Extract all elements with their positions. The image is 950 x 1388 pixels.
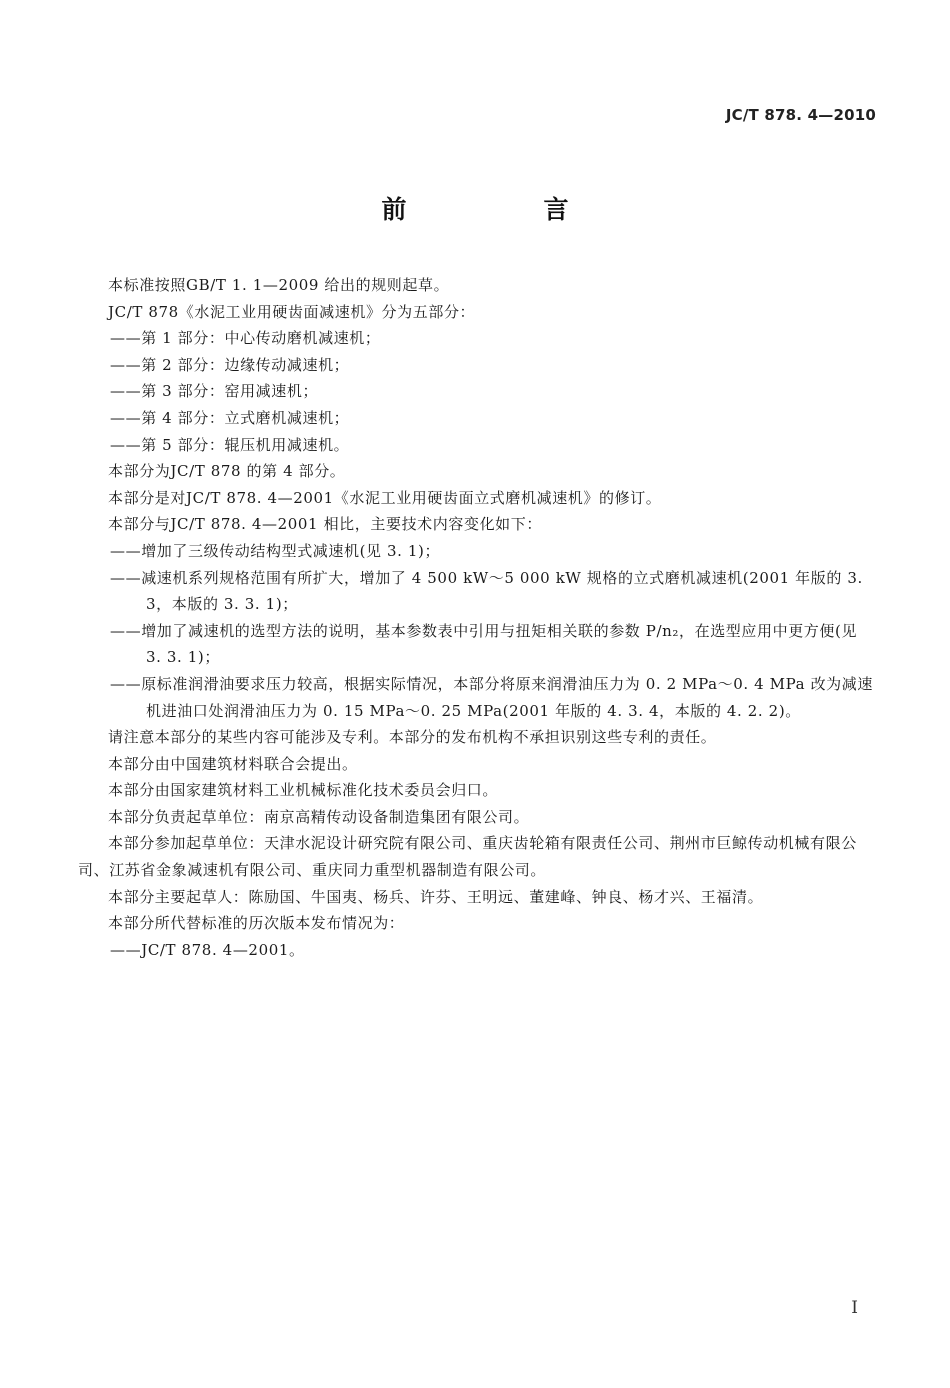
- paragraph: 本部分与JC/T 878. 4—2001 相比，主要技术内容变化如下：: [108, 515, 542, 534]
- paragraph: JC/T 878《水泥工业用硬齿面减速机》分为五部分：: [108, 302, 476, 321]
- list-item: ——原标准润滑油要求压力较高，根据实际情况，本部分将原来润滑油压力为 0. 2 MPa～0. 4 MPa 改为减速机进油口处润滑油压力为 0. 15 MPa～0. 25 MPa(2001 年版的 4. 3. 4，本版的 4. 2. 2)。: [110, 674, 873, 720]
- list-item: ——增加了减速机的选型方法的说明，基本参数表中引用与扭矩相关联的参数 P/n₂，在选型应用中更方便(见 3. 3. 1)；: [110, 621, 858, 667]
- list-item: ——第 2 部分：边缘传动减速机；: [110, 355, 350, 374]
- paragraph: 本部分为JC/T 878 的第 4 部分。: [108, 462, 346, 481]
- paragraph: 本部分由中国建筑材料联合会提出。: [108, 754, 358, 773]
- standard-code: JC/T 878. 4—2010: [725, 106, 876, 124]
- list-item: ——第 4 部分：立式磨机减速机；: [110, 408, 350, 427]
- list-item: ——第 3 部分：窑用减速机；: [110, 382, 319, 401]
- paragraph: 请注意本部分的某些内容可能涉及专利。本部分的发布机构不承担识别这些专利的责任。: [108, 728, 717, 747]
- list-item: ——JC/T 878. 4—2001。: [110, 940, 305, 959]
- list-item: ——第 5 部分：辊压机用减速机。: [110, 435, 350, 454]
- paragraph: 本部分是对JC/T 878. 4—2001《水泥工业用硬齿面立式磨机减速机》的修订。: [108, 488, 662, 507]
- page-title: 前 言: [381, 195, 625, 224]
- paragraph: 本部分负责起草单位：南京高精传动设备制造集团有限公司。: [108, 807, 530, 826]
- paragraph: 本标准按照GB/T 1. 1—2009 给出的规则起草。: [108, 276, 450, 294]
- list-item: ——增加了三级传动结构型式减速机(见 3. 1)；: [110, 541, 441, 560]
- paragraph: 本部分主要起草人：陈励国、牛国夷、杨兵、许芬、王明远、董建峰、钟良、杨才兴、王福清。: [108, 887, 764, 906]
- foreword-body: [78, 272, 874, 963]
- list-item: ——减速机系列规格范围有所扩大，增加了 4 500 kW～5 000 kW 规格的立式磨机减速机(2001 年版的 3. 3，本版的 3. 3. 1)；: [110, 568, 863, 614]
- page-number: I: [851, 1298, 858, 1318]
- list-item: ——第 1 部分：中心传动磨机减速机；: [110, 329, 381, 348]
- paragraph: 本部分由国家建筑材料工业机械标准化技术委员会归口。: [108, 781, 499, 800]
- paragraph: 本部分参加起草单位：天津水泥设计研究院有限公司、重庆齿轮箱有限责任公司、荆州市巨鲸传动机械有限公司、江苏省金象减速机有限公司、重庆同力重型机器制造有限公司。: [78, 834, 857, 880]
- paragraph: 本部分所代替标准的历次版本发布情况为：: [108, 914, 405, 933]
